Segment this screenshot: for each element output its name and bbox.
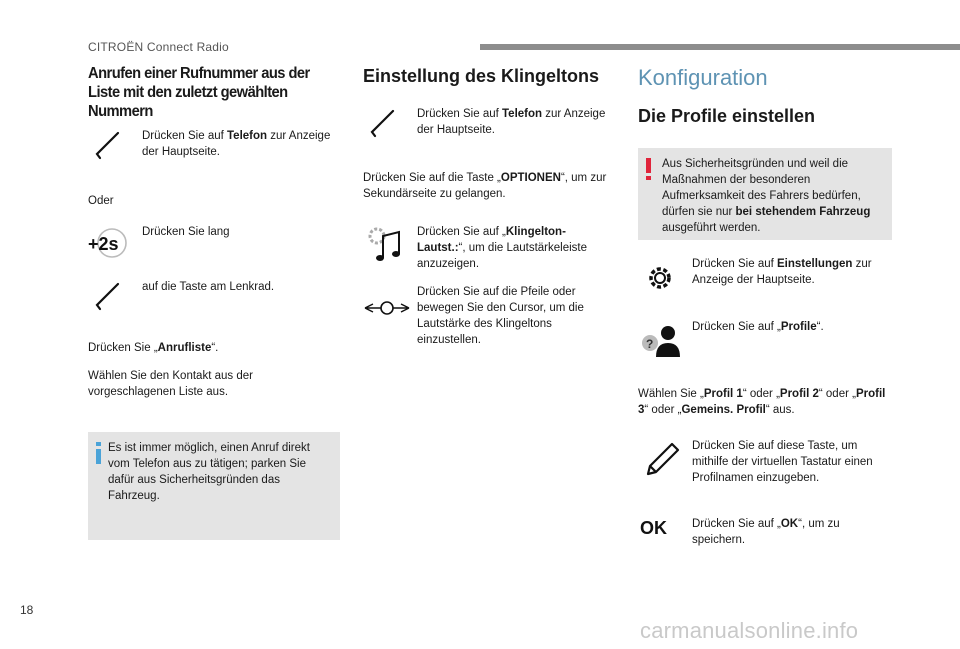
column-ringtone [363,64,615,346]
step-profiles-text: Drücken Sie auf „Profile“. [692,321,824,333]
paragraph-select-contact: Wählen Sie den Kontakt aus der vorgeschlagenen Liste aus. [88,370,253,398]
plus-2s-label: +2s [88,234,119,254]
step-ok-text: Drücken Sie auf „OK“, um zu speichern. [692,518,840,546]
pencil-icon [88,128,138,168]
step-ringtone-volume-text: Drücken Sie auf „Klingelton-Lautst.:“, um die Lautstärkeleiste anzuzeigen. [417,226,588,270]
warning-text: Aus Sicherheitsgründen und weil die Maßnahmen der besonderen Aufmerksamkeit des Fahrers bedürfen, dürfen sie nur bei stehendem Fahrzeug ausgeführt werden. [662,158,871,234]
step-phone [88,128,340,168]
step-settings-text: Drücken Sie auf Einstellungen zur Anzeige der Hauptseite. [692,258,872,286]
column-configuration [638,64,892,546]
step-settings [638,256,892,296]
warning-icon [646,158,651,180]
info-box [88,432,340,540]
header-bar [480,44,960,50]
svg-text:?: ? [646,337,654,351]
steering-wheel-icon [88,224,138,264]
warning-box [638,148,892,240]
step-adjust-volume [363,284,615,354]
info-icon [96,442,101,464]
ok-label: OK [640,518,667,538]
step-long-press-text: Drücken Sie lang [142,226,230,238]
pencil-icon [638,438,688,478]
paragraph-select-profile: Wählen Sie „Profil 1“ oder „Profil 2“ oder „Profil 3“ oder „Gemeins. Profil“ aus. [638,388,886,416]
section-heading-configuration: Konfiguration [638,65,768,90]
page-number: 18 [20,603,34,617]
step-phone-text: Drücken Sie auf Telefon zur Anzeige der Hauptseite. [417,108,606,136]
watermark: carmanualsonline.info [640,618,859,643]
step-ringtone-volume [363,224,615,274]
ok-icon [638,516,688,556]
step-wheel-button-text: auf die Taste am Lenkrad. [142,281,275,293]
gear-icon [638,256,688,296]
slider-arrows-icon [363,284,413,324]
step-long-press [88,224,340,264]
header-title: CITROËN Connect Radio [88,40,229,54]
paragraph-options: Drücken Sie auf die Taste „OPTIONEN“, um zur Sekundärseite zu gelangen. [363,172,607,200]
section-heading-ringtone: Einstellung des Klingeltons [363,66,600,86]
step-ok [638,516,892,556]
column-call-history [88,64,340,502]
oder-text: Oder [88,195,114,207]
user-profile-icon [638,319,688,359]
music-settings-icon [363,224,413,264]
subheading-profiles: Die Profile einstellen [638,106,816,126]
step-adjust-volume-text: Drücken Sie auf die Pfeile oder bewegen Sie den Cursor, um die Lautstärke des Klingeltons einzustellen. [417,286,584,346]
pencil-icon [88,279,138,319]
step-profile-name [638,438,892,488]
step-profiles [638,319,892,359]
step-phone [363,106,615,146]
step-phone-text: Drücken Sie auf Telefon zur Anzeige der Hauptseite. [142,130,331,158]
section-heading-call-history: Anrufen einer Rufnummer aus der Liste mit den zuletzt gewählten Nummern [88,65,310,120]
step-wheel-button [88,279,340,319]
pencil-icon [363,106,413,146]
info-text: Es ist immer möglich, einen Anruf direkt vom Telefon aus zu tätigen; parken Sie dafür aus Sicherheitsgründen das Fahrzeug. [108,442,310,502]
step-profile-name-text: Drücken Sie auf diese Taste, um mithilfe der virtuellen Tastatur einen Profilnamen einzugeben. [692,440,873,484]
paragraph-anrufliste: Drücken Sie „Anrufliste“. [88,342,219,354]
